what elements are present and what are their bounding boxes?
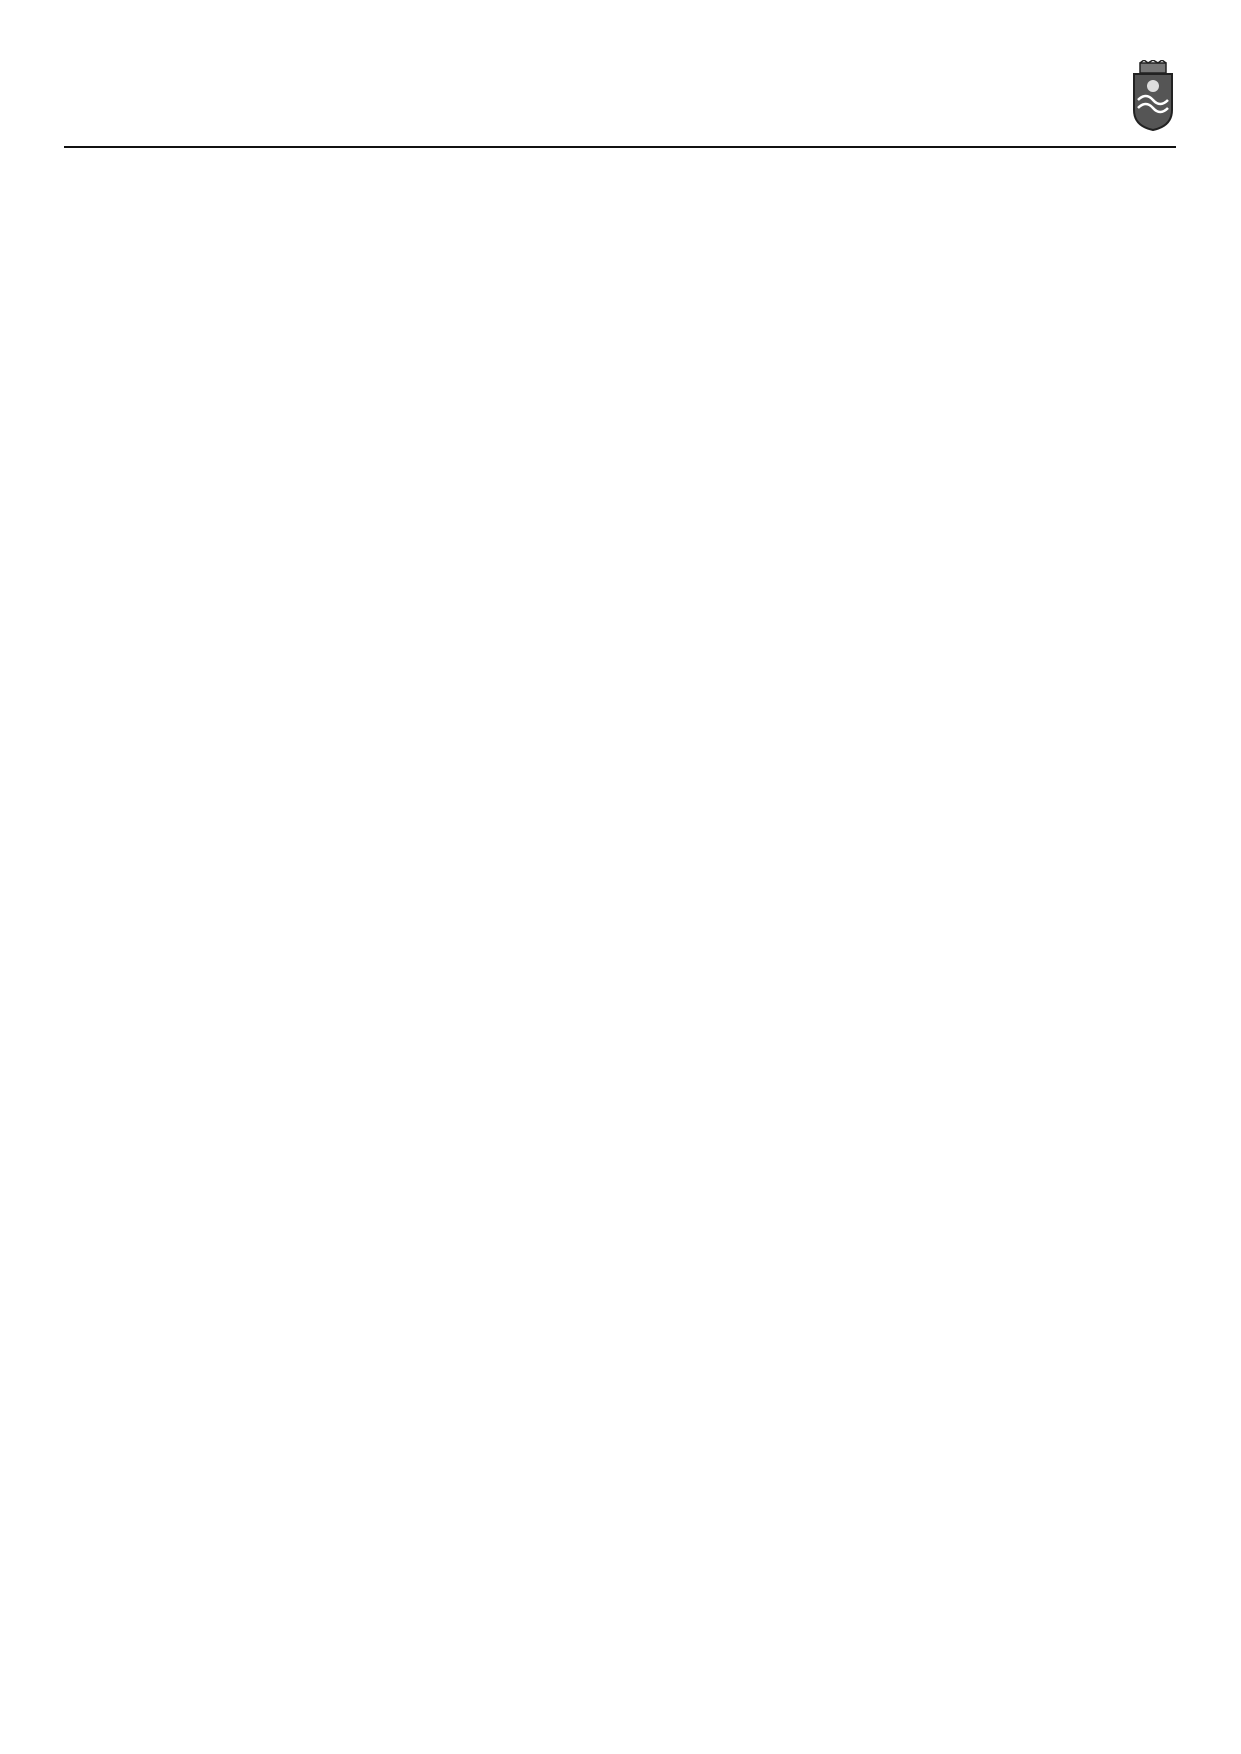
page-header xyxy=(0,0,1241,150)
header-rule xyxy=(64,146,1176,148)
coat-of-arms-icon xyxy=(1130,60,1176,132)
